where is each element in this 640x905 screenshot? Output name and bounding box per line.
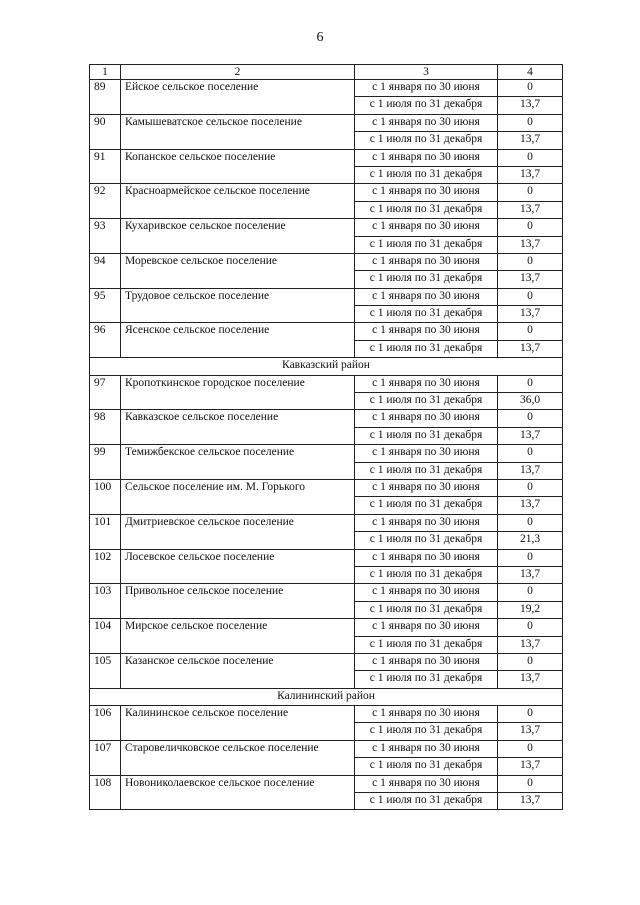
value-first-half: 0 <box>498 323 563 340</box>
period-first-half: с 1 января по 30 июня <box>355 479 498 496</box>
settlement-name: Кропоткинское городское поселение <box>121 375 355 410</box>
period-first-half: с 1 января по 30 июня <box>355 288 498 305</box>
period-first-half: с 1 января по 30 июня <box>355 549 498 566</box>
settlement-name: Сельское поселение им. М. Горького <box>121 479 355 514</box>
value-second-half: 13,7 <box>498 97 563 114</box>
value-first-half: 0 <box>498 219 563 236</box>
settlement-name: Старовеличковское сельское поселение <box>121 740 355 775</box>
settlement-name: Привольное сельское поселение <box>121 584 355 619</box>
period-second-half: с 1 июля по 31 декабря <box>355 427 498 444</box>
row-number: 95 <box>90 288 121 323</box>
value-second-half: 19,2 <box>498 601 563 618</box>
table-row <box>90 445 563 462</box>
row-number: 108 <box>90 775 121 810</box>
period-second-half: с 1 июля по 31 декабря <box>355 532 498 549</box>
settlement-name: Кавказское сельское поселение <box>121 410 355 445</box>
row-number: 93 <box>90 219 121 254</box>
row-number: 90 <box>90 114 121 149</box>
period-first-half: с 1 января по 30 июня <box>355 114 498 131</box>
table-row <box>90 619 563 636</box>
value-first-half: 0 <box>498 584 563 601</box>
settlement-name: Копанское сельское поселение <box>121 149 355 184</box>
district-row <box>90 688 563 705</box>
settlement-name: Казанское сельское поселение <box>121 653 355 688</box>
row-number: 105 <box>90 653 121 688</box>
table-row <box>90 706 563 723</box>
table-row <box>90 184 563 201</box>
period-first-half: с 1 января по 30 июня <box>355 410 498 427</box>
settlement-name: Темижбекское сельское поселение <box>121 445 355 480</box>
row-number: 104 <box>90 619 121 654</box>
period-second-half: с 1 июля по 31 декабря <box>355 236 498 253</box>
row-number: 96 <box>90 323 121 358</box>
district-name: Кавказский район <box>90 358 563 375</box>
period-first-half: с 1 января по 30 июня <box>355 775 498 792</box>
period-first-half: с 1 января по 30 июня <box>355 653 498 670</box>
table-row <box>90 775 563 792</box>
period-first-half: с 1 января по 30 июня <box>355 253 498 270</box>
value-first-half: 0 <box>498 619 563 636</box>
period-first-half: с 1 января по 30 июня <box>355 375 498 392</box>
period-first-half: с 1 января по 30 июня <box>355 80 498 97</box>
period-first-half: с 1 января по 30 июня <box>355 445 498 462</box>
table-row <box>90 479 563 496</box>
row-number: 91 <box>90 149 121 184</box>
table-row <box>90 80 563 97</box>
settlement-name: Трудовое сельское поселение <box>121 288 355 323</box>
period-first-half: с 1 января по 30 июня <box>355 323 498 340</box>
value-first-half: 0 <box>498 740 563 757</box>
row-number: 100 <box>90 479 121 514</box>
value-second-half: 13,7 <box>498 340 563 357</box>
period-first-half: с 1 января по 30 июня <box>355 184 498 201</box>
row-number: 101 <box>90 514 121 549</box>
period-first-half: с 1 января по 30 июня <box>355 619 498 636</box>
table-body <box>90 65 563 810</box>
page-number: 6 <box>316 30 324 45</box>
value-first-half: 0 <box>498 653 563 670</box>
value-second-half: 13,7 <box>498 671 563 688</box>
period-second-half: с 1 июля по 31 декабря <box>355 271 498 288</box>
row-number: 107 <box>90 740 121 775</box>
header-cell-3: 3 <box>355 65 498 80</box>
table-row <box>90 653 563 670</box>
value-second-half: 13,7 <box>498 462 563 479</box>
period-first-half: с 1 января по 30 июня <box>355 219 498 236</box>
period-second-half: с 1 июля по 31 декабря <box>355 166 498 183</box>
value-second-half: 13,7 <box>498 636 563 653</box>
table-row <box>90 323 563 340</box>
row-number: 106 <box>90 706 121 741</box>
value-first-half: 0 <box>498 775 563 792</box>
value-first-half: 0 <box>498 514 563 531</box>
row-number: 92 <box>90 184 121 219</box>
period-second-half: с 1 июля по 31 декабря <box>355 132 498 149</box>
row-number: 98 <box>90 410 121 445</box>
period-second-half: с 1 июля по 31 декабря <box>355 340 498 357</box>
value-second-half: 13,7 <box>498 793 563 810</box>
period-second-half: с 1 июля по 31 декабря <box>355 306 498 323</box>
period-second-half: с 1 июля по 31 декабря <box>355 636 498 653</box>
district-row <box>90 358 563 375</box>
period-second-half: с 1 июля по 31 декабря <box>355 793 498 810</box>
value-second-half: 13,7 <box>498 236 563 253</box>
value-first-half: 0 <box>498 114 563 131</box>
value-first-half: 0 <box>498 479 563 496</box>
header-cell-2: 2 <box>121 65 355 80</box>
period-second-half: с 1 июля по 31 декабря <box>355 601 498 618</box>
settlement-name: Лосевское сельское поселение <box>121 549 355 584</box>
row-number: 94 <box>90 253 121 288</box>
table-row <box>90 410 563 427</box>
period-second-half: с 1 июля по 31 декабря <box>355 97 498 114</box>
period-second-half: с 1 июля по 31 декабря <box>355 671 498 688</box>
value-first-half: 0 <box>498 410 563 427</box>
period-second-half: с 1 июля по 31 декабря <box>355 393 498 410</box>
value-first-half: 0 <box>498 706 563 723</box>
value-first-half: 0 <box>498 549 563 566</box>
value-second-half: 13,7 <box>498 201 563 218</box>
table-row <box>90 584 563 601</box>
value-second-half: 13,7 <box>498 427 563 444</box>
settlement-name: Красноармейское сельское поселение <box>121 184 355 219</box>
period-first-half: с 1 января по 30 июня <box>355 584 498 601</box>
settlement-name: Новониколаевское сельское поселение <box>121 775 355 810</box>
row-number: 103 <box>90 584 121 619</box>
value-first-half: 0 <box>498 80 563 97</box>
value-first-half: 0 <box>498 184 563 201</box>
period-first-half: с 1 января по 30 июня <box>355 514 498 531</box>
settlement-name: Калининское сельское поселение <box>121 706 355 741</box>
tariff-table <box>89 64 563 810</box>
value-second-half: 13,7 <box>498 723 563 740</box>
value-first-half: 0 <box>498 445 563 462</box>
value-first-half: 0 <box>498 253 563 270</box>
period-first-half: с 1 января по 30 июня <box>355 740 498 757</box>
value-second-half: 13,7 <box>498 497 563 514</box>
settlement-name: Моревское сельское поселение <box>121 253 355 288</box>
value-second-half: 13,7 <box>498 306 563 323</box>
settlement-name: Мирское сельское поселение <box>121 619 355 654</box>
value-second-half: 13,7 <box>498 132 563 149</box>
row-number: 102 <box>90 549 121 584</box>
value-first-half: 0 <box>498 288 563 305</box>
table-row <box>90 549 563 566</box>
table-row <box>90 253 563 270</box>
value-second-half: 36,0 <box>498 393 563 410</box>
value-second-half: 13,7 <box>498 166 563 183</box>
table-row <box>90 288 563 305</box>
value-second-half: 13,7 <box>498 758 563 775</box>
period-second-half: с 1 июля по 31 декабря <box>355 758 498 775</box>
value-second-half: 21,3 <box>498 532 563 549</box>
settlement-name: Дмитриевское сельское поселение <box>121 514 355 549</box>
header-cell-1: 1 <box>90 65 121 80</box>
period-first-half: с 1 января по 30 июня <box>355 706 498 723</box>
period-second-half: с 1 июля по 31 декабря <box>355 566 498 583</box>
table-row <box>90 114 563 131</box>
district-name: Калининский район <box>90 688 563 705</box>
value-first-half: 0 <box>498 149 563 166</box>
period-second-half: с 1 июля по 31 декабря <box>355 497 498 514</box>
value-second-half: 13,7 <box>498 566 563 583</box>
header-row <box>90 65 563 80</box>
period-first-half: с 1 января по 30 июня <box>355 149 498 166</box>
settlement-name: Ейское сельское поселение <box>121 80 355 115</box>
table-row <box>90 219 563 236</box>
row-number: 89 <box>90 80 121 115</box>
table-row <box>90 149 563 166</box>
value-second-half: 13,7 <box>498 271 563 288</box>
period-second-half: с 1 июля по 31 декабря <box>355 462 498 479</box>
table-row <box>90 740 563 757</box>
header-cell-4: 4 <box>498 65 563 80</box>
period-second-half: с 1 июля по 31 декабря <box>355 723 498 740</box>
row-number: 99 <box>90 445 121 480</box>
value-first-half: 0 <box>498 375 563 392</box>
settlement-name: Кухаривское сельское поселение <box>121 219 355 254</box>
table-row <box>90 514 563 531</box>
settlement-name: Ясенское сельское поселение <box>121 323 355 358</box>
settlement-name: Камышеватское сельское поселение <box>121 114 355 149</box>
period-second-half: с 1 июля по 31 декабря <box>355 201 498 218</box>
row-number: 97 <box>90 375 121 410</box>
table-row <box>90 375 563 392</box>
